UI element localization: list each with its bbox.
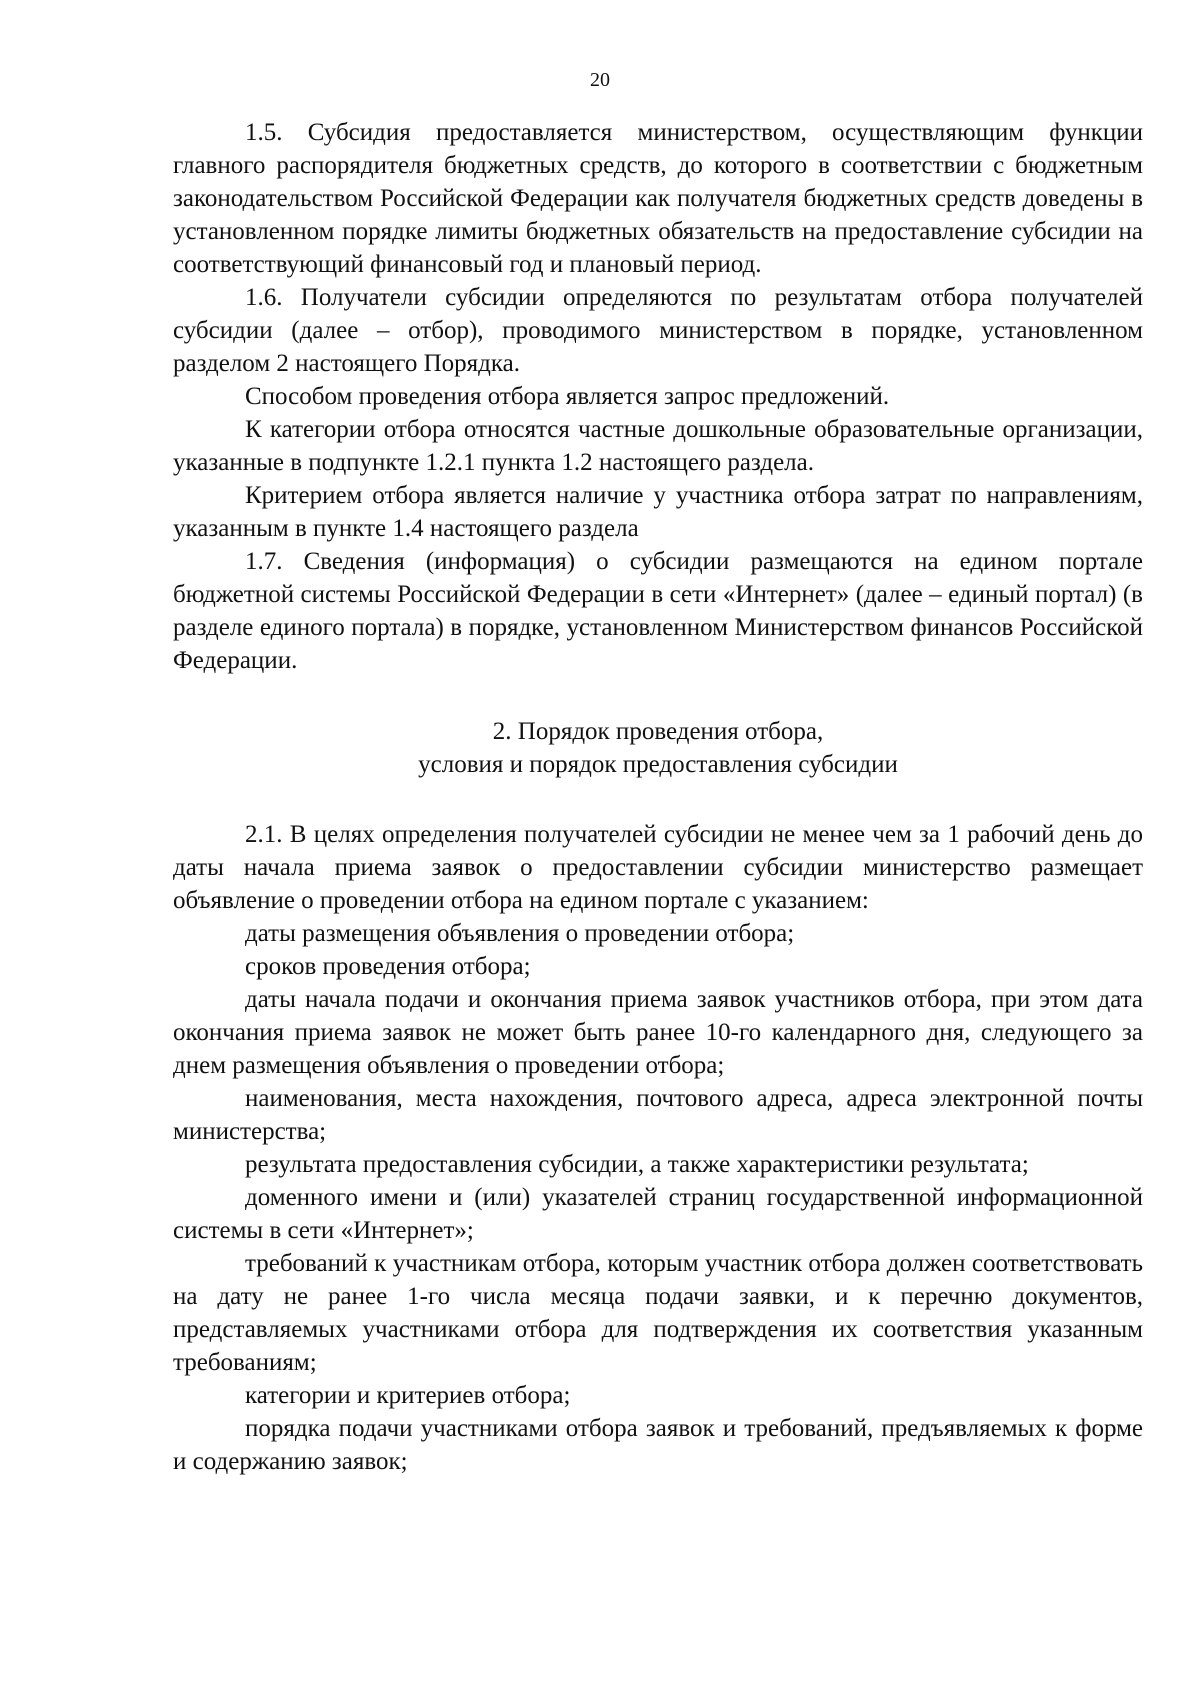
list-item-application-dates: даты начала подачи и окончания приема заявок участников отбора, при этом дата окончания приема заявок не может быть ранее 10-го календарного дня, следующего за днем размещения объявления о проведении отбора; [173,986,1143,1079]
paragraph-1-6: 1.6. Получатели субсидии определяются по результатам отбора получателей субсидии (далее – отбор), проводимого министерством в порядке, установленном разделом 2 настоящего Порядка. [173,284,1143,377]
list-item-selection-deadlines: сроков проведения отбора; [245,953,531,980]
page-number: 20 [590,69,610,91]
paragraph-1-5: 1.5. Субсидия предоставляется министерством, осуществляющим функции главного распорядителя бюджетных средств, до которого в соответствии с бюджетным законодательством Российской Федерации как получателя бюджетных средств доведены в установленном порядке лимиты бюджетных обязательств на предоставление субсидии на соответствующий финансовый год и плановый период. [173,119,1143,278]
paragraph-selection-category: К категории отбора относятся частные дошкольные образовательные организации, указанные в подпункте 1.2.1 пункта 1.2 настоящего раздела. [173,416,1143,476]
paragraph-selection-method: Способом проведения отбора является запрос предложений. [245,383,890,410]
section-2-heading-line-1: 2. Порядок проведения отбора, [492,718,824,745]
list-item-participant-requirements: требований к участникам отбора, которым участник отбора должен соответствовать на дату не ранее 1-го числа месяца подачи заявки, и к перечню документов, представляемых участниками отбора для подтверждения их соответствия указанным требованиям; [173,1250,1143,1376]
paragraph-2-1: 2.1. В целях определения получателей субсидии не менее чем за 1 рабочий день до даты начала приема заявок о предоставлении субсидии министерство размещает объявление о проведении отбора на едином портале с указанием: [173,821,1143,914]
paragraph-selection-criterion: Критерием отбора является наличие у участника отбора затрат по направлениям, указанным в пункте 1.4 настоящего раздела [173,482,1143,542]
section-2-heading-line-2: условия и порядок предоставления субсидии [418,751,898,778]
section-1-text [173,116,1143,677]
document-body [173,116,1143,1478]
section-2-heading [173,715,1143,781]
list-item-posting-date: даты размещения объявления о проведении отбора; [245,920,795,947]
paragraph-1-7: 1.7. Сведения (информация) о субсидии размещаются на едином портале бюджетной системы Российской Федерации в сети «Интернет» (далее – единый портал) (в разделе единого портала) в порядке, установленном Министерством финансов Российской Федерации. [173,548,1143,674]
list-item-application-procedure: порядка подачи участниками отбора заявок и требований, предъявляемых к форме и содержанию заявок; [173,1415,1143,1475]
list-item-subsidy-result: результата предоставления субсидии, а также характеристики результата; [245,1151,1029,1178]
list-item-ministry-contacts: наименования, места нахождения, почтового адреса, адреса электронной почты министерства; [173,1085,1143,1145]
list-item-domain-name: доменного имени и (или) указателей страниц государственной информационной системы в сети «Интернет»; [173,1184,1143,1244]
section-2-text [173,818,1143,1478]
list-item-category-criteria: категории и критериев отбора; [245,1382,571,1409]
